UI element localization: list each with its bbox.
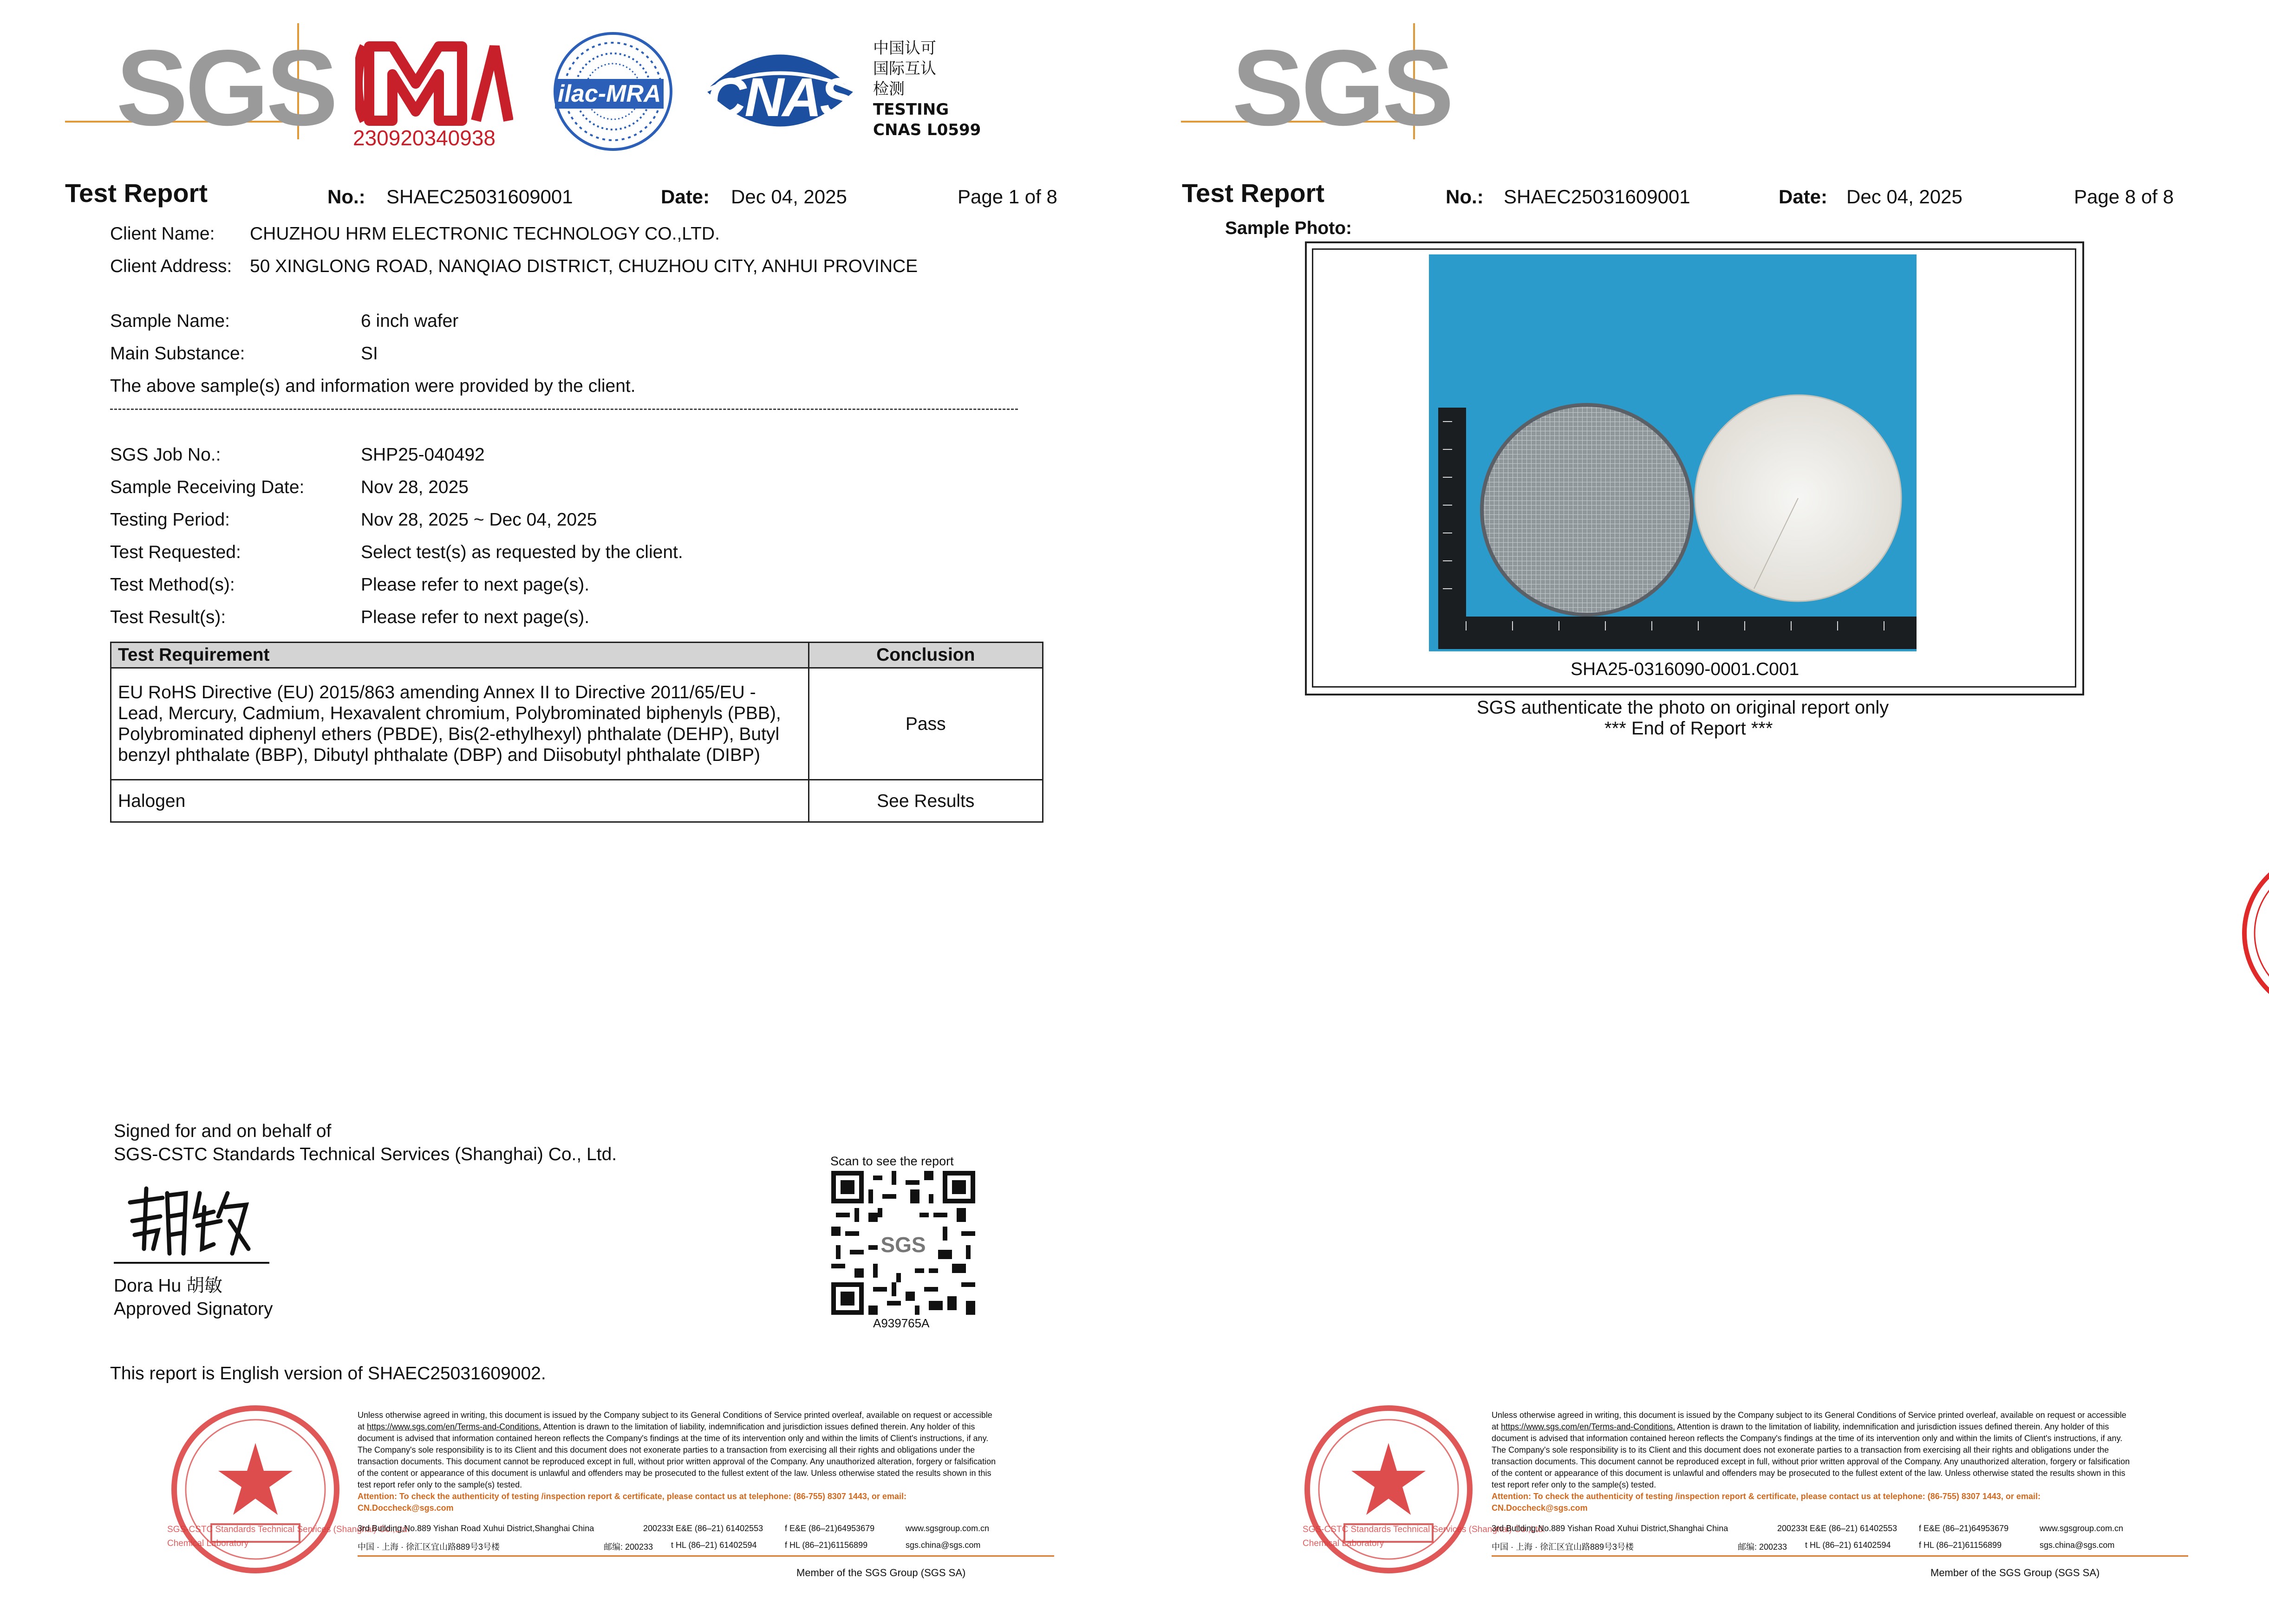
address-en: 3rd Building,No.889 Yishan Road Xuhui District,Shanghai China xyxy=(1492,1524,1728,1533)
report-no: SHAEC25031609001 xyxy=(1504,186,1690,208)
requirement-cell: Halogen xyxy=(111,780,809,822)
client-address-label: Client Address: xyxy=(110,256,232,276)
client-name: CHUZHOU HRM ELECTRONIC TECHNOLOGY CO.,LTD. xyxy=(250,224,720,244)
qr-code-icon xyxy=(831,1171,975,1315)
dashed-divider xyxy=(110,409,1018,410)
signed-line-1: Signed for and on behalf of xyxy=(114,1121,332,1141)
requirements-table xyxy=(110,642,1043,823)
end-of-report: *** End of Report *** xyxy=(1604,718,1773,739)
job-no: SHP25-040492 xyxy=(361,445,485,465)
tel-1: t E&E (86–21) 61402553 xyxy=(671,1524,763,1533)
report-title: Test Report xyxy=(65,178,208,208)
col-conclusion-header: Conclusion xyxy=(808,643,1043,668)
signed-line-2: SGS-CSTC Standards Technical Services (Shanghai) Co., Ltd. xyxy=(114,1144,617,1164)
report-date-label: Date: xyxy=(661,186,710,208)
sample-photo-label: Sample Photo: xyxy=(1225,218,1352,238)
zip-cn: 邮编: 200233 xyxy=(1738,1542,1787,1552)
fax-1: f E&E (86–21)64953679 xyxy=(1919,1524,2009,1533)
cnas-line-5: CNAS L0599 xyxy=(873,121,981,139)
authenticate-note: SGS authenticate the photo on original report only xyxy=(1477,697,1889,718)
website: www.sgsgroup.com.cn xyxy=(2040,1524,2124,1533)
seal-caption-line-1: SGS-CSTC Standards Technical Services (Shanghai) Co.,Ltd. xyxy=(1303,1525,1545,1534)
table-row xyxy=(111,668,1043,780)
address-en: 3rd Building,No.889 Yishan Road Xuhui District,Shanghai China xyxy=(358,1524,594,1533)
ilac-mra-logo xyxy=(553,29,673,154)
disclaimer-part-2: Attention is drawn to the limitation of liability, indemnification and jurisdiction issues defined therein. Any holder of this document is advised that information contained hereon reflects the Company's findings at the time of its intervention only and within the limits of Client's instructions, if any. The Company's sole responsibility is to its Client and this document does not exonerate parties to a transaction from exercising all their rights and obligations under the transaction documents. This document cannot be reproduced except in full, without prior written approval of the Company. Any unauthorized alteration, forgery or falsification of the content or appearance of this document is unlawful and offenders may be prosecuted to the fullest extent of the law. Unless otherwise stated the results shown in this test report refer only to the sample(s) tested. xyxy=(1492,1422,2130,1489)
terms-link[interactable]: https://www.sgs.com/en/Terms-and-Conditions. xyxy=(367,1422,541,1431)
svg-text:SGS: SGS xyxy=(880,1233,926,1257)
conclusion-cell: See Results xyxy=(808,780,1043,822)
report-no-label: No.: xyxy=(1446,186,1484,208)
requirement-cell: EU RoHS Directive (EU) 2015/863 amending Annex II to Directive 2011/65/EU - Lead, Mercury, Cadmium, Hexavalent chromium, Polybrominated biphenyls (PBB), Polybrominated diphenyl ethers (PBDE), Bis(2-ethylhexyl) phthalate (DEHP), Butyl benzyl phthalate (BBP), Dibutyl phthalate (DBP) and Diisobutyl phthalate (DIBP) xyxy=(111,668,809,780)
disclaimer-part-1: Unless otherwise agreed in writing, this document is issued by the Company subject to its General Conditions of Service printed overleaf, available on request or accessible at xyxy=(1492,1410,2126,1431)
inspection-seal-icon xyxy=(163,1397,348,1582)
signatory-title: Approved Signatory xyxy=(114,1299,273,1319)
address-cn: 中国 · 上海 · 徐汇区宜山路889号3号楼 xyxy=(1492,1542,1634,1552)
table-row xyxy=(111,780,1043,822)
testing-period: Nov 28, 2025 ~ Dec 04, 2025 xyxy=(361,510,597,530)
cnas-caption xyxy=(873,38,981,140)
ilac-text: ilac-MRA xyxy=(555,79,664,109)
attention-text: Attention: To check the authenticity of testing /inspection report & certificate, please contact us at telephone: (86-755) 8307 1443, or email: CN.Doccheck@sgs.com xyxy=(1492,1492,2041,1513)
fax-2: f HL (86–21)61156899 xyxy=(785,1540,868,1550)
footer-divider xyxy=(1492,1555,2188,1557)
testing-period-label: Testing Period: xyxy=(110,510,230,530)
report-date: Dec 04, 2025 xyxy=(731,186,847,208)
sample-name-label: Sample Name: xyxy=(110,311,230,331)
fax-1: f E&E (86–21)64953679 xyxy=(785,1524,875,1533)
report-date: Dec 04, 2025 xyxy=(1846,186,1963,208)
disclaimer-part-1: Unless otherwise agreed in writing, this document is issued by the Company subject to its General Conditions of Service printed overleaf, available on request or accessible at xyxy=(358,1410,992,1431)
photo-caption: SHA25-0316090-0001.C001 xyxy=(1571,659,1800,679)
col-requirement-header: Test Requirement xyxy=(111,643,809,668)
zip: 200233 xyxy=(643,1524,672,1533)
main-substance: SI xyxy=(361,344,378,364)
report-no: SHAEC25031609001 xyxy=(386,186,573,208)
english-version-note: This report is English version of SHAEC25031609002. xyxy=(110,1364,546,1384)
seal-caption-line-1: SGS-CSTC Standards Technical Services (Shanghai) Co.,Ltd. xyxy=(167,1525,410,1534)
report-date-label: Date: xyxy=(1779,186,1828,208)
receiving-date-label: Sample Receiving Date: xyxy=(110,477,305,497)
edge-seal-icon xyxy=(2236,850,2269,1017)
job-no-label: SGS Job No.: xyxy=(110,445,221,465)
test-requested: Select test(s) as requested by the client. xyxy=(361,542,683,562)
cma-number: 230920340938 xyxy=(353,126,496,150)
address-cn: 中国 · 上海 · 徐汇区宜山路889号3号楼 xyxy=(358,1542,500,1552)
sgs-logo: SGS xyxy=(1181,23,1422,139)
zip-cn: 邮编: 200233 xyxy=(604,1542,653,1552)
cnas-line-2: 国际互认 xyxy=(873,59,936,78)
client-address: 50 XINGLONG ROAD, NANQIAO DISTRICT, CHUZHOU CITY, ANHUI PROVINCE xyxy=(250,256,918,276)
website: www.sgsgroup.com.cn xyxy=(906,1524,990,1533)
inspection-seal-icon xyxy=(1296,1397,1481,1582)
report-title: Test Report xyxy=(1182,178,1324,208)
test-requested-label: Test Requested: xyxy=(110,542,241,562)
test-method: Please refer to next page(s). xyxy=(361,575,590,595)
report-no-label: No.: xyxy=(327,186,365,208)
page-indicator: Page 1 of 8 xyxy=(958,186,1057,208)
client-name-label: Client Name: xyxy=(110,224,215,244)
handwritten-signature xyxy=(121,1184,255,1260)
signature-line xyxy=(114,1262,269,1264)
qr-code-id: A939765A xyxy=(873,1316,930,1330)
zip: 200233 xyxy=(1777,1524,1806,1533)
cnas-line-4: TESTING xyxy=(873,100,949,119)
table-header-row xyxy=(111,643,1043,668)
page-indicator: Page 8 of 8 xyxy=(2074,186,2174,208)
main-substance-label: Main Substance: xyxy=(110,344,245,364)
cnas-line-3: 检测 xyxy=(873,80,905,98)
test-result-label: Test Result(s): xyxy=(110,607,226,627)
cnas-line-1: 中国认可 xyxy=(873,39,936,58)
test-result: Please refer to next page(s). xyxy=(361,607,590,627)
disclaimer-text xyxy=(358,1410,1001,1514)
member-note: Member of the SGS Group (SGS SA) xyxy=(1930,1567,2100,1579)
sample-photo xyxy=(1429,254,1917,651)
seal-caption-line-2: Chemical Laboratory xyxy=(167,1539,249,1548)
disclaimer-text xyxy=(1492,1410,2135,1514)
terms-link[interactable]: https://www.sgs.com/en/Terms-and-Conditions. xyxy=(1501,1422,1676,1431)
email: sgs.china@sgs.com xyxy=(906,1540,981,1550)
fax-2: f HL (86–21)61156899 xyxy=(1919,1540,2002,1550)
cnas-logo xyxy=(701,37,859,144)
sgs-logo: SGS xyxy=(65,23,306,139)
report-page-1 xyxy=(0,0,1134,1624)
tel-2: t HL (86–21) 61402594 xyxy=(671,1540,757,1550)
email: sgs.china@sgs.com xyxy=(2040,1540,2115,1550)
qr-caption: Scan to see the report xyxy=(830,1154,954,1168)
test-method-label: Test Method(s): xyxy=(110,575,235,595)
receiving-date: Nov 28, 2025 xyxy=(361,477,469,497)
provided-note: The above sample(s) and information were provided by the client. xyxy=(110,376,636,396)
signatory-name: Dora Hu 胡敏 xyxy=(114,1276,223,1296)
footer-divider xyxy=(358,1555,1054,1557)
member-note: Member of the SGS Group (SGS SA) xyxy=(796,1567,966,1579)
tel-1: t E&E (86–21) 61402553 xyxy=(1805,1524,1897,1533)
seal-caption-line-2: Chemical Laboratory xyxy=(1303,1539,1384,1548)
conclusion-cell: Pass xyxy=(808,668,1043,780)
sample-name: 6 inch wafer xyxy=(361,311,459,331)
cma-logo xyxy=(355,37,513,158)
tel-2: t HL (86–21) 61402594 xyxy=(1805,1540,1891,1550)
disclaimer-part-2: Attention is drawn to the limitation of liability, indemnification and jurisdiction issues defined therein. Any holder of this document is advised that information contained hereon reflects the Company's findings at the time of its intervention only and within the limits of Client's instructions, if any. The Company's sole responsibility is to its Client and this document does not exonerate parties to a transaction from exercising all their rights and obligations under the transaction documents. This document cannot be reproduced except in full, without prior written approval of the Company. Any unauthorized alteration, forgery or falsification of the content or appearance of this document is unlawful and offenders may be prosecuted to the fullest extent of the law. Unless otherwise stated the results shown in this test report refer only to the sample(s) tested. xyxy=(358,1422,996,1489)
attention-text: Attention: To check the authenticity of testing /inspection report & certificate, please contact us at telephone: (86-755) 8307 1443, or email: CN.Doccheck@sgs.com xyxy=(358,1492,906,1513)
cnas-text: CNAS xyxy=(707,67,855,128)
